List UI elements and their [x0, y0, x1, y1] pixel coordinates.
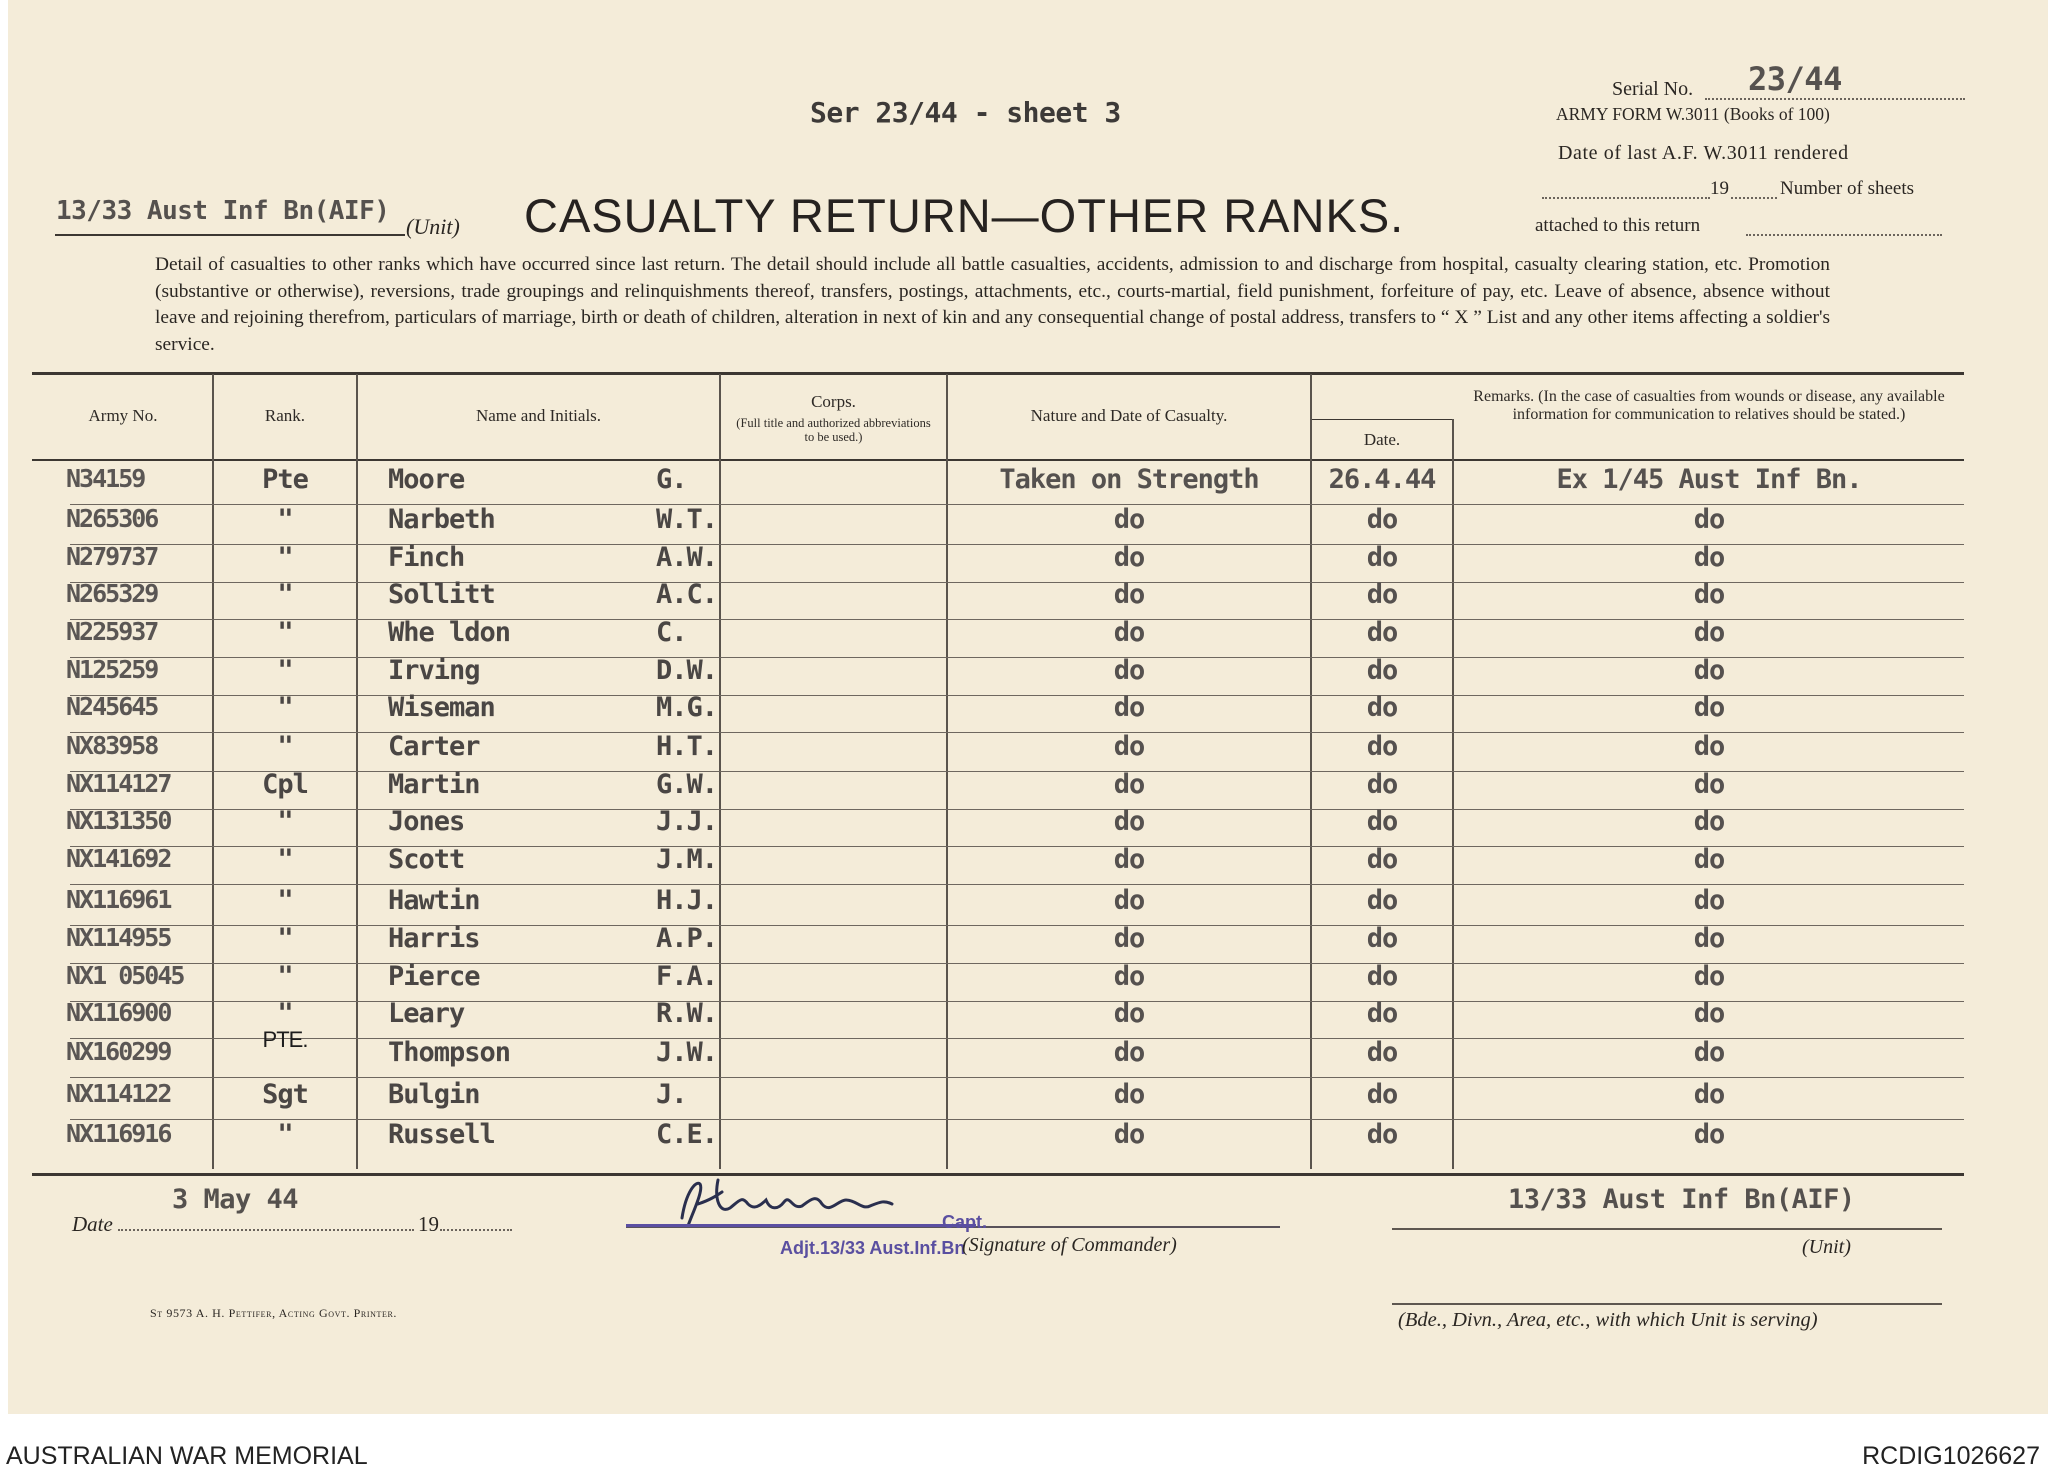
archive-id: RCDIG1026627 — [1862, 1442, 2040, 1470]
cell-rank: " — [277, 998, 293, 1029]
cell-name: Moore — [388, 464, 465, 495]
cell-remarks: do — [1693, 885, 1725, 916]
header-corps-note: (Full title and authorized abbreviations to be used.) — [736, 416, 931, 444]
attached-label: attached to this return — [1535, 215, 1701, 236]
header-bottom-rule — [32, 459, 1964, 461]
date-line — [118, 1229, 414, 1231]
cell-name: Russell — [388, 1119, 495, 1150]
cell-date: do — [1366, 731, 1398, 762]
cell-name: Bulgin — [388, 1079, 480, 1110]
cell-rank: " — [277, 844, 293, 875]
cell-date: do — [1366, 844, 1398, 875]
cell-army-no: NX116900 — [66, 998, 171, 1027]
cell-initials: J.W. — [656, 1037, 718, 1068]
cell-date: do — [1366, 579, 1398, 610]
cell-nature: do — [1113, 655, 1145, 686]
cell-remarks: do — [1693, 806, 1725, 837]
number-of-sheets-label: Number of sheets — [1780, 178, 1915, 199]
cell-date: do — [1366, 806, 1398, 837]
cell-remarks: do — [1693, 1079, 1725, 1110]
cell-date: do — [1366, 542, 1398, 573]
cell-initials: F.A. — [656, 961, 718, 992]
cell-army-no: NX114122 — [66, 1079, 171, 1108]
signature-label: (Signature of Commander) — [962, 1234, 1177, 1256]
cell-rank: Cpl — [262, 769, 308, 800]
cell-remarks: do — [1693, 1037, 1725, 1068]
cell-remarks: do — [1693, 542, 1725, 573]
cell-name: Harris — [388, 923, 480, 954]
table-bottom-rule — [32, 1173, 1964, 1176]
cell-remarks: do — [1693, 769, 1725, 800]
cell-name: Sollitt — [388, 579, 495, 610]
header-date: Date. — [1363, 430, 1401, 449]
year-line — [1542, 197, 1710, 199]
cell-army-no: N125259 — [66, 655, 158, 684]
cell-nature: do — [1113, 542, 1145, 573]
cell-date: do — [1366, 1037, 1398, 1068]
cell-initials: J. — [656, 1079, 687, 1110]
cell-remarks: Ex 1/45 Aust Inf Bn. — [1556, 464, 1862, 495]
cell-date: do — [1366, 1079, 1398, 1110]
cell-initials: M.G. — [656, 692, 718, 723]
cell-initials: W.T. — [656, 504, 718, 535]
cell-initials: A.W. — [656, 542, 718, 573]
header-remarks: Remarks. (In the case of casualties from wounds or disease, any available information for communication to relatives should be stated.) — [1473, 388, 1945, 423]
capt-stamp: Capt. — [942, 1212, 987, 1232]
cell-initials: G. — [656, 464, 687, 495]
stamp-line — [626, 1224, 976, 1227]
serial-value: 23/44 — [1748, 60, 1842, 98]
cell-rank: " — [277, 655, 293, 686]
cell-initials: J.J. — [656, 806, 718, 837]
cell-remarks: do — [1693, 655, 1725, 686]
bde-line — [1392, 1303, 1942, 1305]
attached-line — [1746, 234, 1942, 236]
table-top-rule — [32, 372, 1964, 375]
cell-date: do — [1366, 769, 1398, 800]
cell-rank: " — [277, 806, 293, 837]
cell-name: Wiseman — [388, 692, 495, 723]
cell-army-no: NX160299 — [66, 1037, 171, 1066]
date-label: Date — [72, 1212, 113, 1236]
cell-army-no: N279737 — [66, 542, 158, 571]
cell-nature: do — [1113, 692, 1145, 723]
cell-name: Irving — [388, 655, 480, 686]
cell-rank: " — [277, 923, 293, 954]
cell-name: Whe ldon — [388, 617, 511, 648]
cell-date: do — [1366, 617, 1398, 648]
cell-rank: " — [277, 692, 293, 723]
cell-name: Finch — [388, 542, 465, 573]
cell-date: do — [1366, 885, 1398, 916]
form-name: ARMY FORM W.3011 (Books of 100) — [1556, 104, 1830, 124]
cell-remarks: do — [1693, 504, 1725, 535]
row-rule — [70, 1077, 1964, 1078]
cell-rank: " — [277, 731, 293, 762]
cell-name: Pierce — [388, 961, 480, 992]
cell-date: do — [1366, 998, 1398, 1029]
cell-date: 26.4.44 — [1328, 464, 1436, 495]
cell-date: do — [1366, 923, 1398, 954]
cell-nature: do — [1113, 885, 1145, 916]
cell-nature: do — [1113, 769, 1145, 800]
signature — [670, 1170, 920, 1240]
date-value: 3 May 44 — [172, 1184, 299, 1215]
cell-rank: Pte — [262, 464, 308, 495]
cell-initials: C. — [656, 617, 687, 648]
cell-date: do — [1366, 692, 1398, 723]
cell-rank: PTE. — [262, 1027, 308, 1052]
instructions-paragraph: Detail of casualties to other ranks which have occurred since last return. The detail should include all battle casualties, accidents, admission to and discharge from hospital, casualty clearing station, etc. Promotion (substantive or otherwise), reversions, trade groupings and relinquishments thereof, transfers, postings, attachments, etc., courts-martial, field punishment, forfeiture of pay, etc. Leave of absence, absence without leave and rejoining therefrom, particulars of marriage, birth or death of children, alteration in next of kin and any consequential change of postal address, transfers to “ X ” List and any other items affecting a soldier's service. — [155, 254, 1830, 355]
cell-initials: D.W. — [656, 655, 718, 686]
cell-nature: do — [1113, 844, 1145, 875]
cell-army-no: N265329 — [66, 579, 158, 608]
cell-initials: A.P. — [656, 923, 718, 954]
footer-unit-value: 13/33 Aust Inf Bn(AIF) — [1508, 1184, 1855, 1215]
cell-army-no: NX141692 — [66, 844, 171, 873]
year-suffix-line — [1731, 197, 1777, 199]
cell-remarks: do — [1693, 1119, 1725, 1150]
cell-army-no: NX131350 — [66, 806, 171, 835]
date-subhead-rule — [1312, 419, 1452, 420]
cell-name: Hawtin — [388, 885, 480, 916]
header-corps: Corps. — [811, 392, 856, 411]
cell-remarks: do — [1693, 579, 1725, 610]
adjutant-stamp: Adjt.13/33 Aust.Inf.Bn — [780, 1238, 966, 1258]
cell-rank: Sgt — [262, 1079, 308, 1110]
cell-name: Carter — [388, 731, 480, 762]
cell-army-no: NX116961 — [66, 885, 171, 914]
footer-unit-line — [1392, 1228, 1942, 1230]
sheet-reference: Ser 23/44 - sheet 3 — [810, 96, 1121, 129]
cell-nature: do — [1113, 1119, 1145, 1150]
header-rank: Rank. — [264, 406, 306, 425]
footer-unit-label: (Unit) — [1802, 1236, 1851, 1258]
cell-army-no: NX83958 — [66, 731, 158, 760]
cell-name: Scott — [388, 844, 465, 875]
cell-remarks: do — [1693, 731, 1725, 762]
cell-initials: R.W. — [656, 998, 718, 1029]
cell-nature: do — [1113, 806, 1145, 837]
cell-name: Martin — [388, 769, 480, 800]
serial-label: Serial No. — [1612, 78, 1694, 100]
cell-rank: " — [277, 885, 293, 916]
cell-initials: C.E. — [656, 1119, 718, 1150]
cell-remarks: do — [1693, 998, 1725, 1029]
cell-nature: do — [1113, 504, 1145, 535]
cell-army-no: NX1 05045 — [66, 961, 184, 990]
cell-initials: H.J. — [656, 885, 718, 916]
cell-army-no: NX114127 — [66, 769, 171, 798]
cell-army-no: NX116916 — [66, 1119, 171, 1148]
cell-rank: " — [277, 617, 293, 648]
cell-nature: do — [1113, 923, 1145, 954]
cell-initials: H.T. — [656, 731, 718, 762]
cell-name: Leary — [388, 998, 465, 1029]
cell-nature: do — [1113, 579, 1145, 610]
header-nature: Nature and Date of Casualty. — [1030, 406, 1228, 425]
cell-remarks: do — [1693, 692, 1725, 723]
last-rendered-label: Date of last A.F. W.3011 rendered — [1558, 142, 1849, 164]
cell-army-no: NX114955 — [66, 923, 171, 952]
cell-remarks: do — [1693, 923, 1725, 954]
cell-name: Jones — [388, 806, 465, 837]
cell-nature: do — [1113, 961, 1145, 992]
serial-line — [1705, 98, 1965, 100]
cell-rank: " — [277, 504, 293, 535]
cell-rank: " — [277, 579, 293, 610]
cell-initials: G.W. — [656, 769, 718, 800]
cell-nature: do — [1113, 731, 1145, 762]
cell-initials: J.M. — [656, 844, 718, 875]
cell-remarks: do — [1693, 617, 1725, 648]
cell-remarks: do — [1693, 961, 1725, 992]
cell-nature: do — [1113, 617, 1145, 648]
form-title: CASUALTY RETURN—OTHER RANKS. — [524, 189, 1405, 242]
unit-label: (Unit) — [406, 214, 460, 239]
cell-date: do — [1366, 1119, 1398, 1150]
printer-imprint: St 9573 A. H. Pettifer, Acting Govt. Printer. — [150, 1306, 398, 1320]
date-year-label: 19 — [418, 1212, 439, 1236]
cell-remarks: do — [1693, 844, 1725, 875]
unit-line — [55, 234, 405, 236]
cell-initials: A.C. — [656, 579, 718, 610]
cell-nature: do — [1113, 998, 1145, 1029]
cell-rank: " — [277, 1119, 293, 1150]
cell-nature: do — [1113, 1079, 1145, 1110]
cell-army-no: N34159 — [66, 464, 145, 493]
header-army-no: Army No. — [88, 406, 158, 425]
cell-name: Narbeth — [388, 504, 495, 535]
year-prefix: 19 — [1710, 178, 1729, 199]
cell-rank: " — [277, 542, 293, 573]
cell-date: do — [1366, 504, 1398, 535]
cell-name: Thompson — [388, 1037, 511, 1068]
bde-label: (Bde., Divn., Area, etc., with which Unit is serving) — [1398, 1309, 1818, 1331]
cell-rank: " — [277, 961, 293, 992]
cell-army-no: N245645 — [66, 692, 158, 721]
cell-date: do — [1366, 655, 1398, 686]
cell-army-no: N265306 — [66, 504, 158, 533]
header-name: Name and Initials. — [475, 406, 602, 425]
cell-nature: do — [1113, 1037, 1145, 1068]
unit-value: 13/33 Aust Inf Bn(AIF) — [56, 196, 390, 226]
archive-source: AUSTRALIAN WAR MEMORIAL — [6, 1442, 368, 1470]
cell-army-no: N225937 — [66, 617, 158, 646]
cell-date: do — [1366, 961, 1398, 992]
date-year-line — [440, 1229, 512, 1231]
cell-nature: Taken on Strength — [999, 464, 1259, 495]
